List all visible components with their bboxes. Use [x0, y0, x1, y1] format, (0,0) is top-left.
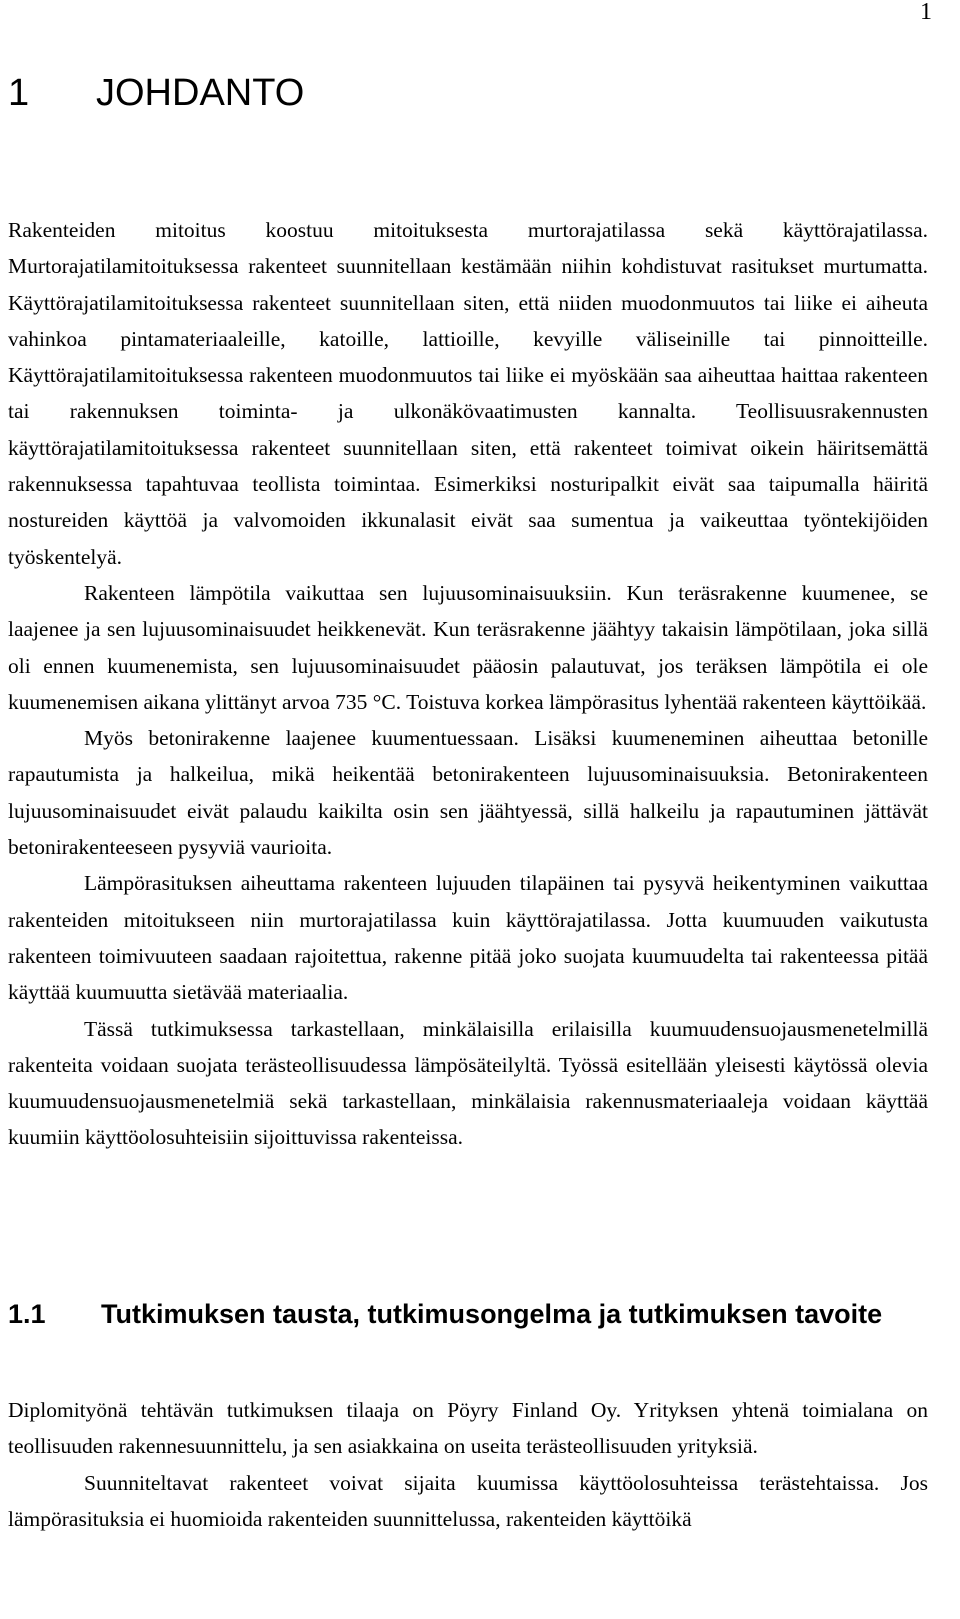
chapter-title: JOHDANTO	[96, 72, 305, 114]
paragraph: Myös betonirakenne laajenee kuumentuessaan. Lisäksi kuumeneminen aiheuttaa betonille rapautumista ja halkeilua, mikä heikentää betonirakenteen lujuusominaisuuksia. Betonirakenteen lujuusominaisuudet eivät palaudu kaikilta osin sen jäähtyessä, sillä halkeilu ja rapautuminen jättävät betonirakenteeseen pysyviä vaurioita.	[8, 726, 928, 860]
page-number: 1	[920, 0, 932, 25]
paragraph: Rakenteiden mitoitus koostuu mitoituksesta murtorajatilassa sekä käyttörajatilassa. Murtorajatilamitoituksessa rakenteet suunnitellaan kestämään niihin kohdistuvat rasitukset murtumatta. Käyttörajatilamitoituksessa rakenteet suunnitellaan siten, että niiden muodonmuutos tai liike ei aiheuta vahinkoa pintamateriaaleille, katoille, lattioille, kevyille väliseinille tai pinnoitteille. Käyttörajatilamitoituksessa rakenteen muodonmuutos tai liike ei myöskään saa aiheuttaa haittaa rakenteen tai rakennuksen toiminta- ja ulkonäkövaatimusten kannalta. Teollisuusrakennusten käyttörajatilamitoituksessa rakenteet suunnitellaan siten, että rakenteet toimivat oikein häiritsemättä rakennuksessa tapahtuvaa teollista toimintaa. Esimerkiksi nosturipalkit eivät saa taipumalla häiritä nostureiden käyttöä ja valvomoiden ikkunalasit eivät saa sumentua ja vaikeuttaa työntekijöiden työskentelyä.	[8, 218, 928, 569]
paragraph: Diplomityönä tehtävän tutkimuksen tilaaja on Pöyry Finland Oy. Yrityksen yhtenä toimialana on teollisuuden rakennesuunnittelu, ja sen asiakkaina on useita terästeollisuuden yrityksiä.	[8, 1398, 928, 1459]
chapter-body	[8, 212, 928, 1156]
section-title: Tutkimuksen tausta, tutkimusongelma ja tutkimuksen tavoite	[101, 1299, 883, 1329]
chapter-heading	[8, 70, 304, 116]
section-number: 1.1	[8, 1299, 46, 1329]
section-body	[8, 1392, 928, 1537]
paragraph: Suunniteltavat rakenteet voivat sijaita kuumissa käyttöolosuhteissa terästehtaissa. Jos lämpörasituksia ei huomioida rakenteiden suunnittelussa, rakenteiden käyttöikä	[8, 1470, 928, 1531]
paragraph: Rakenteen lämpötila vaikuttaa sen lujuusominaisuuksiin. Kun teräsrakenne kuumenee, se laajenee ja sen lujuusominaisuudet heikkenevät. Kun teräsrakenne jäähtyy takaisin lämpötilaan, joka sillä oli ennen kuumenemista, sen lujuusominaisuudet pääosin palautuvat, jos teräksen lämpötila ei ole kuumenemisen aikana ylittänyt arvoa 735 °C. Toistuva korkea lämpörasitus lyhentää rakenteen käyttöikää.	[8, 580, 928, 714]
paragraph: Lämpörasituksen aiheuttama rakenteen lujuuden tilapäinen tai pysyvä heikentyminen vaikuttaa rakenteiden mitoitukseen niin murtorajatilassa kuin käyttörajatilassa. Jotta kuumuuden vaikutusta rakenteen toimivuuteen saadaan rajoitettua, rakenne pitää joko suojata kuumuudelta tai rakenteessa pitää käyttää kuumuutta sietävää materiaalia.	[8, 871, 928, 1005]
section-heading	[8, 1296, 908, 1333]
chapter-number: 1	[8, 72, 30, 114]
paragraph: Tässä tutkimuksessa tarkastellaan, minkälaisilla erilaisilla kuumuudensuojausmenetelmillä rakenteita voidaan suojata terästeollisuudessa lämpösäteilyltä. Työssä esitellään yleisesti käytössä olevia kuumuudensuojausmenetelmiä sekä tarkastellaan, minkälaisia rakennusmateriaaleja voidaan käyttää kuumiin käyttöolosuhteisiin sijoittuvissa rakenteissa.	[8, 1016, 928, 1150]
